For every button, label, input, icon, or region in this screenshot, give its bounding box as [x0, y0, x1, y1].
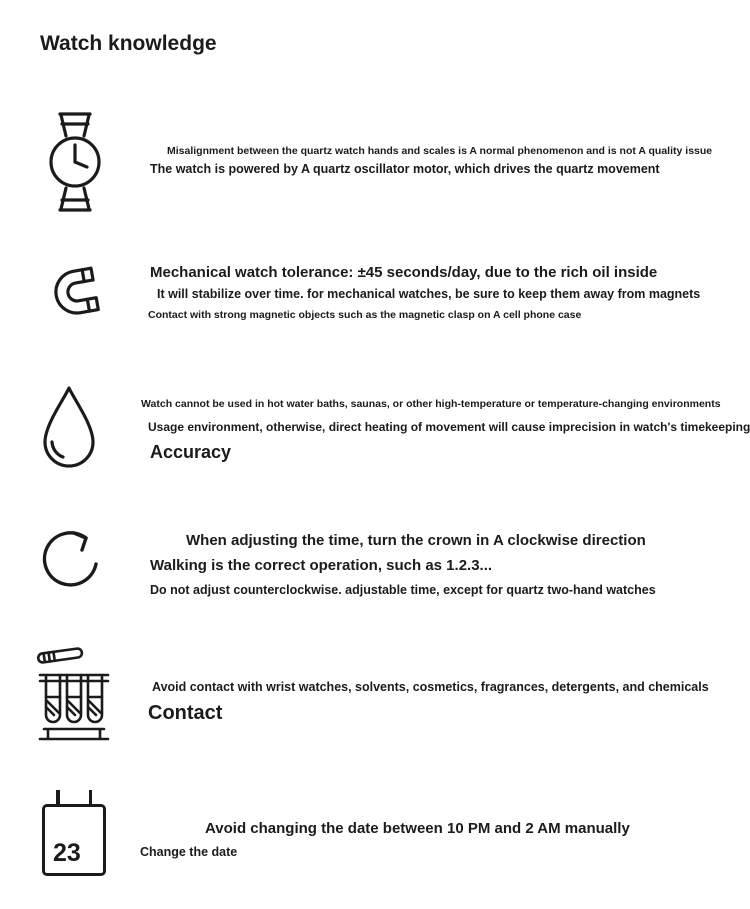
text-line: Misalignment between the quartz watch hands and scales is A normal phenomenon and is not A quality issue [167, 145, 713, 157]
calendar-peg-icon [56, 790, 60, 806]
calendar-day: 23 [53, 839, 81, 867]
text-line: Usage environment, otherwise, direct heating of movement will cause imprecision in watch's timekeeping [148, 420, 750, 434]
text-line: Avoid changing the date between 10 PM and 2 AM manually [205, 820, 630, 837]
page-title: Watch knowledge [40, 32, 217, 55]
section-temperature-accuracy [0, 383, 750, 483]
section-magnetism [0, 262, 750, 332]
water-drop-icon [38, 383, 100, 475]
text-line: Accuracy [150, 442, 232, 462]
text-line: Walking is the correct operation, such as 1.2.3... [150, 557, 493, 574]
text-line: Watch cannot be used in hot water baths, saunas, or other high-temperature or temperature-changing environments [141, 398, 721, 410]
text-line: The watch is powered by A quartz oscillator motor, which drives the quartz movement [150, 162, 660, 176]
calendar-peg-icon [89, 790, 93, 806]
text-line: Contact [148, 702, 223, 724]
section-quartz-movement [0, 112, 750, 217]
text-line: Avoid contact with wrist watches, solvents, cosmetics, fragrances, detergents, and chemicals [152, 680, 709, 694]
watch-icon [44, 112, 106, 212]
clockwise-arrow-icon [42, 522, 104, 600]
text-line: Contact with strong magnetic objects such as the magnetic clasp on A cell phone case [148, 309, 582, 321]
section-date-change [0, 790, 750, 880]
section-time-adjustment [0, 522, 750, 607]
magnet-icon [40, 262, 102, 324]
text-line: It will stabilize over time. for mechanical watches, be sure to keep them away from magnets [157, 287, 701, 301]
text-line: Mechanical watch tolerance: ±45 seconds/day, due to the rich oil inside [150, 264, 658, 281]
calendar-icon [42, 790, 106, 876]
text-line: Change the date [140, 845, 238, 859]
text-line: When adjusting the time, turn the crown in A clockwise direction [186, 532, 646, 549]
section-chemical-contact [0, 645, 750, 745]
test-tubes-icon [36, 645, 112, 743]
text-line: Do not adjust counterclockwise. adjustable time, except for quartz two-hand watches [150, 583, 656, 597]
calendar-body [42, 804, 106, 876]
